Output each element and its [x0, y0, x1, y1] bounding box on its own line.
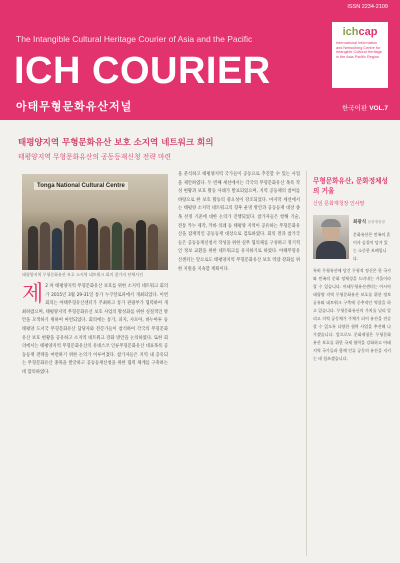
photo-person [112, 222, 122, 270]
ichcap-logo[interactable] [332, 22, 388, 88]
sidebar-intro: 문화유산은 민족의 혼이자 숨결이 담겨 있는 소중한 보배입니다. [353, 232, 391, 261]
photo-person [40, 222, 50, 270]
photo-caption: 태평양지역 무형문화유산 보호 소지역 네트워크 회의 참가자 단체사진 [22, 272, 143, 277]
photo-person [136, 220, 146, 270]
article-column-1: 제 2 차 태평양지역 무형문화유산 보호를 위한 소지역 네트워크 회의가 2015년 3월 29-31일 통가 누쿠알로파에서 개최되었다. 이번 회의는 아태무형유산센터가 주최하고 통가 관광부가 협력하여 개최하였으며, 태평양지역 무형문화유산 보호 사업의 활성화를 위한 실질적인 방안을 모색하기 위하여 마련되었다. 회의에는 통가, 피지, 사모아, 바누아투 등 태평양 도서국 무형문화유산 담당자와 전문가들이 참석하여 각국의 무형문화유산 보호 현황을 공유하고 소지역 네트워크 강화 방안을 논의하였다. 또한 회의에서는 태평양지역 무형문화유산의 유네스코 인류무형문화유산 대표목록 공동등재 전략을 마련하기 위한 논의가 이루어졌다. 참가자들은 지역 내 공유되는 무형문화유산 종목을 발굴하고 공동등재신청을 위한 협력 체계를 구축하는 데 합의하였다. [22, 281, 168, 375]
photo-person [100, 226, 110, 270]
issue-label: 한국어판 VOL.7 [342, 104, 388, 112]
article-title: 태평양지역 무형문화유산 보호 소지역 네트워크 회의 [18, 138, 214, 148]
article-subtitle: 태평양지역 무형문화유산의 공동등재신청 전략 마련 [18, 153, 172, 161]
sidebar-subtitle: 신임 문화재청장 인사말 [313, 201, 365, 207]
sidebar-message [306, 171, 390, 556]
issn-number: ISSN 2234-2109 [347, 4, 388, 10]
masthead [0, 0, 400, 120]
photo-person [52, 228, 62, 270]
photo-person [28, 226, 38, 270]
author-name: 최광식 문화재청장 [353, 220, 385, 225]
korean-title: 아태무형문화유산저널 [16, 100, 133, 113]
photo-sign: Tonga National Cultural Centre [34, 182, 128, 190]
portrait-photo [313, 215, 349, 259]
group-photo [22, 174, 168, 270]
logo-mark: ichcap [342, 26, 378, 38]
tagline: The Intangible Cultural Heritage Courier of Asia and the Pacific [16, 34, 253, 44]
photo-person [148, 224, 158, 270]
dropcap: 제 [22, 281, 44, 306]
author-role: 문화재청장 [367, 220, 385, 224]
photo-person [76, 224, 86, 270]
sidebar-body: 특히 무형유산에 담긴 무형적 정신은 한 국가와 민족의 문화 정체성을 드러내는 거울이라 할 수 있습니다. 아태무형유산센터는 아시아태평양 지역 무형문화유산 보호를 위한 정보 공유와 네트워크 구축에 중추적인 역할을 하고 있습니다. 무형문화유산의 가치를 널리 알리고 지역 공동체가 주체가 되어 유산을 전승할 수 있도록 다양한 협력 사업을 추진해 나가겠습니다. 앞으로도 문화재청은 무형문화유산 보호를 위한 국제 협력을 강화하고 아태지역 국가들과 함께 인류 공동의 유산을 지키는 데 힘쓰겠습니다. [313, 268, 391, 361]
publication-title: ICH COURIER [14, 50, 271, 92]
logo-subtitle: International Information and Networking Centre for Intangible Cultural Heritage in the Asia-Pacific Region [336, 41, 383, 60]
photo-person [124, 228, 134, 270]
photo-person [88, 218, 98, 270]
volume-number: VOL.7 [369, 105, 388, 112]
article-column-2: 을 분석하고 태평양지역 국가들이 공동으로 추진할 수 있는 사업을 제안하였다. 두 번째 세션에서는 각국의 무형문화유산 목록 작성 현황과 보호 활동 사례가 발표되었으며, 지역 공동체의 참여를 바탕으로 한 보호 활동의 중요성이 강조되었다. 마지막 세션에서는 태평양 소지역 네트워크의 향후 운영 방안과 공동등재 대상 종목 선정 기준에 대한 논의가 진행되었다. 참가자들은 항해 기술, 전통 카누 제작, 카바 의례 등 태평양 지역이 공유하는 무형문화유산을 잠재적인 공동등재 대상으로 검토하였다. 회의 결과 참가국들은 공동등재신청서 작성을 위한 실무 협의체를 구성하고 정기적인 정보 교환을 위한 네트워크를 유지하기로 하였다. 아태무형유산센터는 앞으로도 태평양지역 무형문화유산 보호 역량 강화를 위한 지원을 지속할 계획이다. [178, 172, 300, 272]
sidebar-title: 무형문화유산, 문화정체성의 거울 [313, 177, 388, 195]
photo-person [64, 220, 74, 270]
